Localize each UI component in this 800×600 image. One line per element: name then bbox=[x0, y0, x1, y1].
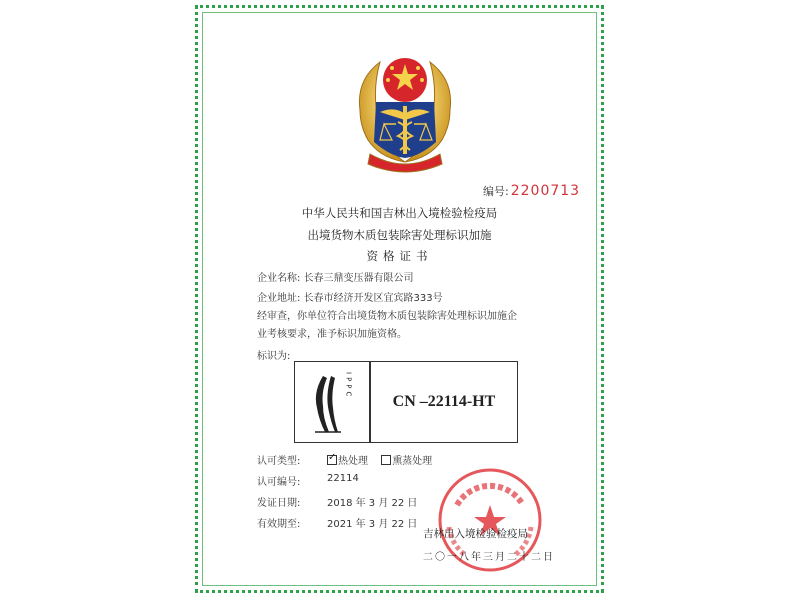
issue-date-label: 发证日期: bbox=[257, 498, 301, 509]
ippc-wheat-icon bbox=[301, 368, 365, 438]
fumigation-label: 熏蒸处理 bbox=[392, 456, 433, 467]
expiry-date-label: 有效期至: bbox=[257, 519, 301, 530]
approval-paragraph-line2: 业考核要求，准予标识加施资格。 bbox=[257, 329, 407, 340]
certificate-title-line1: 中华人民共和国吉林出入境检验检疫局 bbox=[301, 206, 498, 220]
company-row bbox=[257, 269, 414, 284]
heat-treatment-checkbox: ✓ bbox=[328, 452, 337, 463]
certificate-title-line3: 资格证书 bbox=[366, 249, 433, 263]
address-label: 企业地址: bbox=[257, 293, 301, 304]
expiry-date-value: 2021 年 3 月 22 日 bbox=[327, 519, 418, 530]
expiry-date-row bbox=[257, 515, 418, 530]
ippc-text bbox=[343, 372, 353, 402]
certificate bbox=[195, 5, 604, 593]
issue-date-value: 2018 年 3 月 22 日 bbox=[327, 498, 418, 509]
serial-value: 2200713 bbox=[510, 183, 581, 199]
approval-paragraph-line1: 经审查，你单位符合出境货物木质包装除害处理标识加施企 bbox=[257, 311, 517, 322]
issue-date-chinese: 二〇一八年三月二十二日 bbox=[423, 552, 555, 563]
national-emblem-icon bbox=[350, 50, 460, 178]
address-value: 长春市经济开发区宜宾路333号 bbox=[303, 293, 443, 304]
serial-label: 编号: bbox=[483, 185, 509, 198]
serial-number bbox=[483, 183, 580, 199]
license-number-row bbox=[257, 473, 359, 488]
ippc-label: IPPC bbox=[344, 372, 353, 400]
issuing-authority: 吉林出入境检验检疫局 bbox=[423, 528, 528, 540]
company-label: 企业名称: bbox=[257, 273, 301, 284]
certificate-title-line2: 出境货物木质包装除害处理标识加施 bbox=[307, 228, 492, 242]
mark-code: CN –22114-HT bbox=[392, 393, 496, 410]
mark-label: 标识为: bbox=[257, 351, 291, 362]
license-number-label: 认可编号: bbox=[257, 477, 301, 488]
address-row bbox=[257, 289, 443, 304]
fumigation-checkbox bbox=[381, 455, 391, 465]
issue-date-row bbox=[257, 494, 418, 509]
approval-type-label: 认可类型: bbox=[257, 456, 301, 467]
license-number-value: 22114 bbox=[327, 473, 359, 484]
heat-treatment-label: 热处理 bbox=[338, 456, 368, 467]
approval-type-options bbox=[327, 452, 432, 467]
ippc-mark-box bbox=[294, 361, 518, 443]
company-value: 长春三鼎变压器有限公司 bbox=[303, 273, 414, 284]
approval-type-row bbox=[257, 452, 433, 467]
